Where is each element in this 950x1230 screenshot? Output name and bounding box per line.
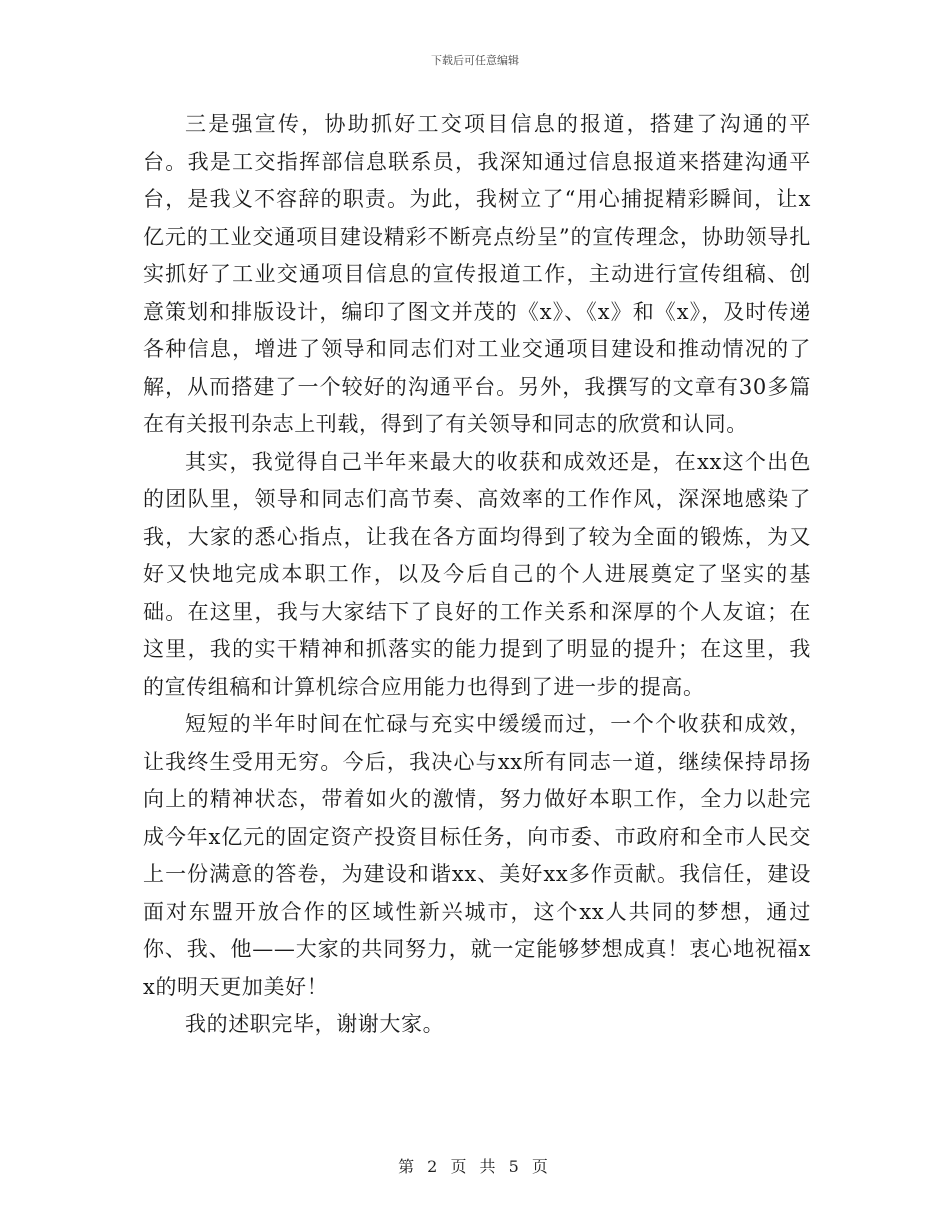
page-header: 下载后可任意编辑 [431, 54, 519, 67]
paragraph-gains: 其实，我觉得自己半年来最大的收获和成效还是，在xx这个出色的团队里，领导和同志们高节奏、高效率的工作作风，深深地感染了我，大家的悉心指点，让我在各方面均得到了较为全面的锻炼，为又好又快地完成本职工作，以及今后自己的个人进展奠定了坚实的基础。在这里，我与大家结下了良好的工作关系和深厚的个人友谊；在这里，我的实干精神和抓落实的能力提到了明显的提升；在这里，我的宣传组稿和计算机综合应用能力也得到了进一步的提高。 [143, 449, 811, 699]
paragraph-publicity: 三是强宣传，协助抓好工交项目信息的报道，搭建了沟通的平台。我是工交指挥部信息联系员，我深知通过信息报道来搭建沟通平台，是我义不容辞的职责。为此，我树立了“用心捕捉精彩瞬间，让x亿元的工业交通项目建设精彩不断亮点纷呈”的宣传理念，协助领导扎实抓好了工业交通项目信息的宣传报道工作，主动进行宣传组稿、创意策划和排版设计，编印了图文并茂的《x》、《x》和《x》，及时传递各种信息，增进了领导和同志们对工业交通项目建设和推动情况的了解，从而搭建了一个较好的沟通平台。另外，我撰写的文章有30多篇在有关报刊杂志上刊载，得到了有关领导和同志的欣赏和认同。 [143, 112, 811, 436]
paragraph-outlook: 短短的半年时间在忙碌与充实中缓缓而过，一个个收获和成效，让我终生受用无穷。今后，我决心与xx所有同志一道，继续保持昂扬向上的精神状态，带着如火的激情，努力做好本职工作，全力以赴完成今年x亿元的固定资产投资目标任务，向市委、市政府和全市人民交上一份满意的答卷，为建设和谐xx、美好xx多作贡献。我信任，建设面对东盟开放合作的区域性新兴城市，这个xx人共同的梦想，通过你、我、他——大家的共同努力，就一定能够梦想成真！衷心地祝福xx的明天更加美好！ [143, 712, 811, 999]
page-number: 第 2 页 共 5 页 [398, 1157, 552, 1176]
document-body [143, 106, 811, 1044]
paragraph-closing: 我的述职完毕，谢谢大家。 [185, 1012, 445, 1036]
